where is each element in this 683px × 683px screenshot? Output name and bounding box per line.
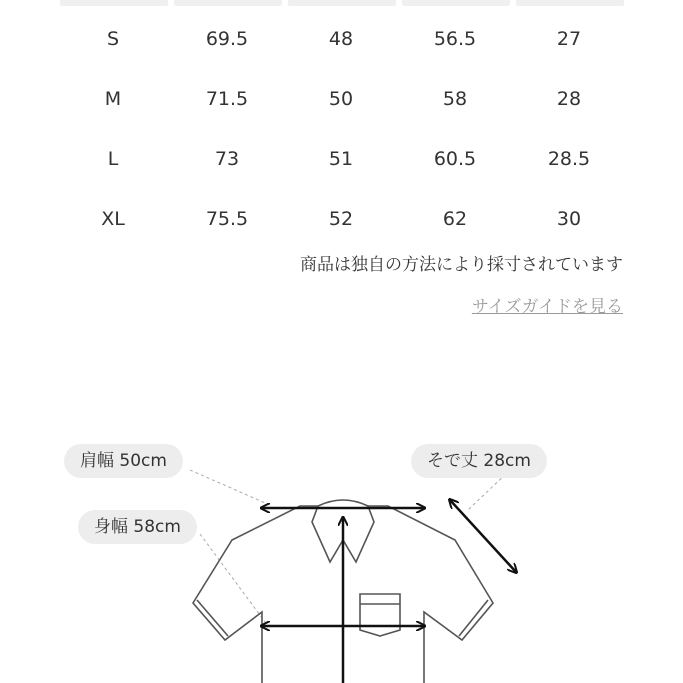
value-cell: 27 (556, 28, 582, 50)
size-cell: S (106, 28, 120, 50)
value-cell: 73 (214, 148, 240, 170)
body-width-label: 身幅 58cm (78, 510, 197, 544)
value-cell: 48 (328, 28, 354, 50)
value-cell: 62 (442, 208, 468, 230)
size-cell: L (107, 148, 119, 170)
value-cell: 75.5 (205, 208, 249, 230)
value-cell: 69.5 (205, 28, 249, 50)
sleeve-length-arrow (450, 500, 516, 572)
shoulder-width-label: 肩幅 50cm (64, 444, 183, 478)
sleeve-length-label: そで丈 28cm (411, 444, 547, 478)
size-guide-link[interactable]: サイズガイドを見る (471, 297, 623, 317)
value-cell: 52 (328, 208, 354, 230)
value-cell: 58 (442, 88, 468, 110)
value-cell: 30 (556, 208, 582, 230)
value-cell: 28 (556, 88, 582, 110)
value-cell: 51 (328, 148, 354, 170)
value-cell: 71.5 (205, 88, 249, 110)
size-cell: M (104, 88, 122, 110)
body-leader-line (200, 534, 268, 626)
value-cell: 60.5 (433, 148, 477, 170)
value-cell: 50 (328, 88, 354, 110)
measurement-note: 商品は独自の方法により採寸されています (300, 255, 623, 275)
shoulder-leader-line (190, 470, 272, 506)
value-cell: 28.5 (547, 148, 591, 170)
value-cell: 56.5 (433, 28, 477, 50)
size-cell: XL (101, 208, 125, 230)
